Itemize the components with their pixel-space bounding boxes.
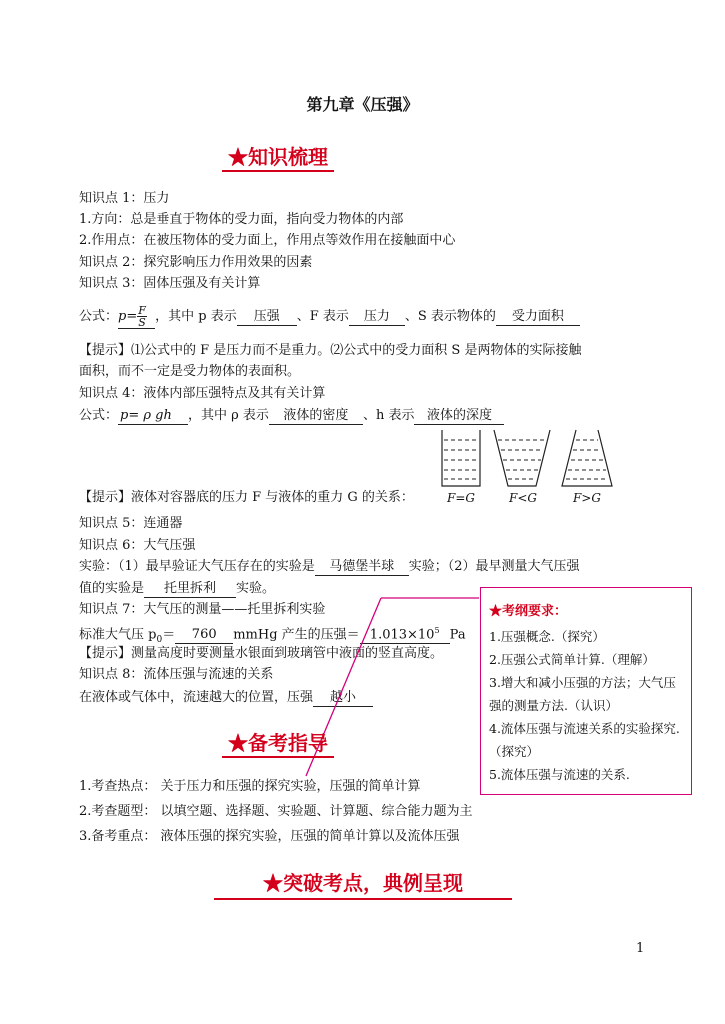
answer-torricelli: 托里拆利 [144,581,236,598]
syllabus-item: 1.压强概念.（探究） [489,629,605,644]
section-knowledge-heading: ★知识梳理 [222,141,334,170]
kp6-heading: 知识点 6：大气压强 [79,538,196,553]
syllabus-item: 5.流体压强与流速的关系. [489,767,630,782]
experiment-line-a: 实验：（1）最早验证大气压存在的实验是 马德堡半球 实验；（2）最早测量大气压强 [79,559,580,574]
answer-smaller: 越小 [313,690,373,707]
relation-greater: F>G [573,491,601,505]
syllabus-item: 4.流体压强与流速关系的实验探究.（探究） [489,721,680,759]
page-number: 1 [636,941,645,956]
kp1-point: 2.作用点：在被压物体的受力面上，作用点等效作用在接触面中心 [79,233,456,248]
kp1-heading: 知识点 1：压力 [79,191,170,206]
syllabus-item: 2.压强公式简单计算.（理解） [489,652,655,667]
guide-question-types: 2.考查题型： 以填空题、选择题、实验题、计算题、综合能力题为主 [79,804,473,819]
liquid-formula: p= ρ gh [118,408,188,425]
flow-line: 在液体或气体中，流速越大的位置，压强 越小 [79,688,373,708]
syllabus-title: ★考纲要求： [489,604,568,619]
standard-pressure-line: 标准大气压 $p_0= 760$ mmHg 产生的压强＝ $1.013\times 10^5$ Pa [79,623,466,650]
answer-pascal: $1.013\times 10^5$ [360,623,450,644]
relation-equal: F=G [447,491,475,505]
page-title: 第九章《压强》 [306,95,419,114]
syllabus-item: 3.增大和减小压强的方法；大气压强的测量方法.（认识） [489,675,676,713]
tip2-line: 【提示】液体对容器底的压力 F 与液体的重力 G 的关系： [79,490,414,505]
experiment-line-b: 值的实验是 托里拆利 实验。 [79,581,276,596]
answer-density: 液体的密度 [269,408,363,425]
answer-force: 压力 [349,309,405,326]
liquid-formula-line: 公式： p= ρ gh ，其中 ρ 表示 液体的密度 、h 表示 液体的深度 [79,406,504,426]
guide-hotspots: 1.考查热点： 关于压力和压强的探究实验，压强的简单计算 [79,779,421,794]
kp4-heading: 知识点 4：液体内部压强特点及其有关计算 [79,386,326,401]
answer-area: 受力面积 [496,309,580,326]
tip3-line: 【提示】测量高度时要测量水银面到玻璃管中液面的竖直高度。 [79,646,444,661]
answer-depth: 液体的深度 [414,408,504,425]
relation-less: F<G [509,491,537,505]
formula-fraction: $\frac{F}{S}$ [138,304,146,329]
tip1-line-a: 【提示】⑴公式中的 F 是压力而不是重力。⑵公式中的受力面积 S 是两物体的实际接触 [79,343,582,358]
kp5-heading: 知识点 5：连通器 [79,516,183,531]
answer-magdeburg: 马德堡半球 [315,559,409,576]
section-breakthrough-heading: ★突破考点，典例呈现 [214,867,512,900]
syllabus-box [480,587,692,795]
section-guide-heading: ★备考指导 [222,727,334,756]
solid-formula-line: 公式：p= $\frac{F}{S}$ ，其中 p 表示 压强 、F 表示 压力 、S 表示物体的 受力面积 [79,305,580,329]
answer-760: 760 [175,627,233,644]
answer-pressure: 压强 [237,309,297,326]
kp3-heading: 知识点 3：固体压强及有关计算 [79,276,261,291]
tip1-line-b: 面积，而不一定是受力物体的表面积。 [79,364,301,379]
guide-focus: 3.备考重点： 液体压强的探究实验，压强的简单计算以及流体压强 [79,829,460,844]
kp2-heading: 知识点 2：探究影响压力作用效果的因素 [79,255,313,270]
kp7-heading: 知识点 7：大气压的测量——托里拆利实验 [79,602,326,617]
kp8-heading: 知识点 8：流体压强与流速的关系 [79,667,274,682]
kp1-direction: 1.方向：总是垂直于物体的受力面，指向受力物体的内部 [79,212,404,227]
